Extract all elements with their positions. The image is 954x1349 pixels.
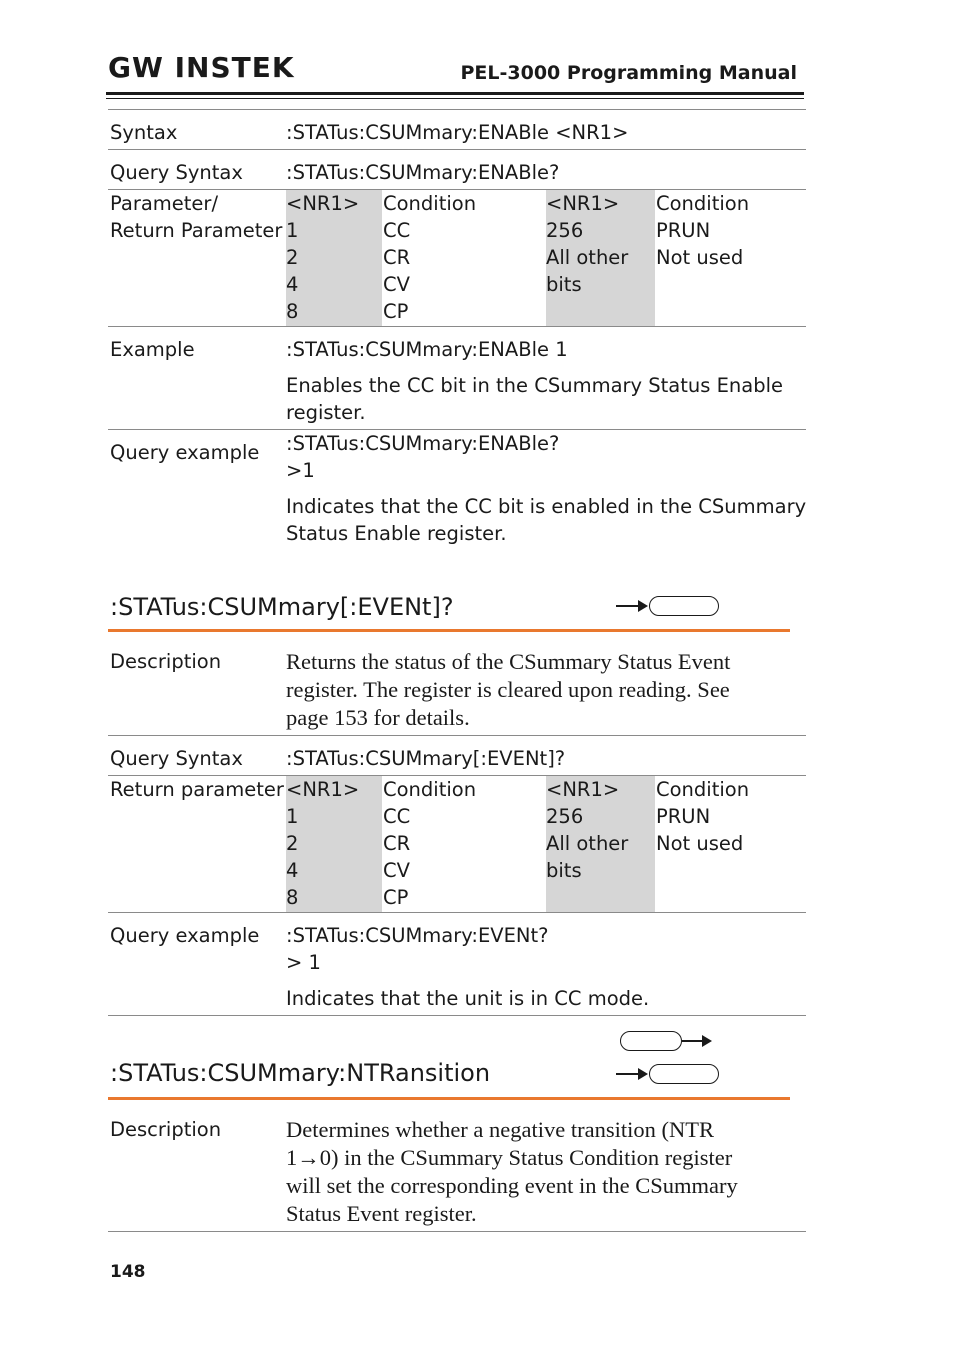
divider [108, 1231, 806, 1232]
table-header: <NR1> [546, 778, 620, 801]
syntax-value: :STATus:CSUMmary:ENABle <NR1> [286, 121, 629, 144]
description-line: will set the corresponding event in the CSummary [286, 1173, 738, 1198]
table-cell: CR [383, 246, 411, 269]
page-number: 148 [110, 1262, 146, 1282]
table-cell: 4 [286, 273, 299, 296]
header-rule-thin [106, 98, 804, 99]
table-cell: CP [383, 886, 409, 909]
description-line: page 153 for details. [286, 705, 470, 730]
table-cell: All other [546, 246, 629, 269]
example-desc-line: register. [286, 401, 366, 424]
table-cell: 256 [546, 219, 584, 242]
table-cell: CC [383, 805, 411, 828]
section-rule [108, 1097, 790, 1100]
gw-instek-logo: GW INSTEK [108, 51, 295, 84]
query-example-description: Indicates that the unit is in CC mode. [286, 987, 650, 1010]
section-title-ntransition: :STATus:CSUMmary:NTRansition [110, 1059, 491, 1087]
table-cell: PRUN [656, 805, 711, 828]
description-text [286, 1116, 738, 1228]
description-line: Determines whether a negative transition (NTR [286, 1117, 714, 1142]
param-table-col4 [656, 190, 749, 271]
table-header: Condition [383, 192, 477, 215]
return-table-col3 [546, 776, 628, 884]
table-cell: All other [546, 832, 629, 855]
table-cell: bits [546, 859, 582, 882]
divider [108, 149, 806, 150]
param-table-col3 [546, 190, 628, 298]
description-label: Description [110, 1118, 222, 1141]
query-example-resp: > 1 [286, 951, 321, 974]
query-example-resp: >1 [286, 459, 315, 482]
table-cell: 1 [286, 805, 299, 828]
query-example-description [286, 493, 806, 547]
table-cell: 2 [286, 832, 299, 855]
return-parameter-label: Return parameter [110, 778, 284, 801]
query-arrow-icon [616, 596, 722, 618]
table-cell: CR [383, 832, 411, 855]
description-line: Returns the status of the CSummary Status Event [286, 649, 731, 674]
table-header: Condition [656, 192, 750, 215]
table-cell: 256 [546, 805, 584, 828]
table-cell: 8 [286, 300, 299, 323]
table-header: <NR1> [286, 192, 360, 215]
query-example-command [286, 430, 559, 484]
table-header: Condition [383, 778, 477, 801]
section-title-event: :STATus:CSUMmary[:EVENt]? [110, 593, 454, 621]
description-line: 1→0) in the CSummary Status Condition register [286, 1145, 733, 1170]
divider [108, 326, 806, 327]
table-cell: Not used [656, 246, 744, 269]
return-table-col1 [286, 776, 359, 911]
query-example-cmd: :STATus:CSUMmary:ENABle? [286, 432, 560, 455]
section-rule [108, 629, 790, 632]
example-label: Example [110, 338, 195, 361]
divider [108, 735, 806, 736]
return-table-col2 [383, 776, 476, 911]
description-line: register. The register is cleared upon reading. See [286, 677, 730, 702]
table-header: <NR1> [546, 192, 620, 215]
header-rule-thick [106, 92, 804, 95]
example-desc-line: Enables the CC bit in the CSummary Status Enable [286, 374, 784, 397]
query-syntax-value: :STATus:CSUMmary:ENABle? [286, 161, 560, 184]
divider [108, 1015, 806, 1016]
param-label-line2: Return Parameter [110, 219, 283, 242]
table-cell: CP [383, 300, 409, 323]
param-label [110, 190, 282, 244]
query-syntax-value: :STATus:CSUMmary[:EVENt]? [286, 747, 566, 770]
example-command: :STATus:CSUMmary:ENABle 1 [286, 338, 568, 361]
table-cell: CV [383, 273, 410, 296]
param-table-col2 [383, 190, 476, 325]
query-example-command [286, 922, 549, 976]
table-cell: 8 [286, 886, 299, 909]
query-arrow-icon [616, 1064, 722, 1086]
query-example-label: Query example [110, 924, 260, 947]
table-cell: Not used [656, 832, 744, 855]
description-line: Status Event register. [286, 1201, 477, 1226]
query-example-cmd: :STATus:CSUMmary:EVENt? [286, 924, 549, 947]
table-cell: 4 [286, 859, 299, 882]
table-cell: CC [383, 219, 411, 242]
example-description [286, 372, 783, 426]
divider [108, 109, 806, 110]
manual-title: PEL-3000 Programming Manual [460, 62, 797, 84]
query-example-desc-line: Status Enable register. [286, 522, 507, 545]
param-table-col1 [286, 190, 359, 325]
query-syntax-label: Query Syntax [110, 747, 243, 770]
table-header: <NR1> [286, 778, 360, 801]
syntax-label: Syntax [110, 121, 178, 144]
divider [108, 912, 806, 913]
table-cell: bits [546, 273, 582, 296]
table-cell: PRUN [656, 219, 711, 242]
return-table-col4 [656, 776, 749, 857]
set-arrow-icon [620, 1031, 720, 1053]
table-cell: 2 [286, 246, 299, 269]
description-text [286, 648, 730, 732]
table-header: Condition [656, 778, 750, 801]
query-example-label: Query example [110, 441, 260, 464]
table-cell: 1 [286, 219, 299, 242]
description-label: Description [110, 650, 222, 673]
query-example-desc-line: Indicates that the CC bit is enabled in the CSummary [286, 495, 807, 518]
param-label-line1: Parameter/ [110, 192, 219, 215]
table-cell: CV [383, 859, 410, 882]
query-syntax-label: Query Syntax [110, 161, 243, 184]
